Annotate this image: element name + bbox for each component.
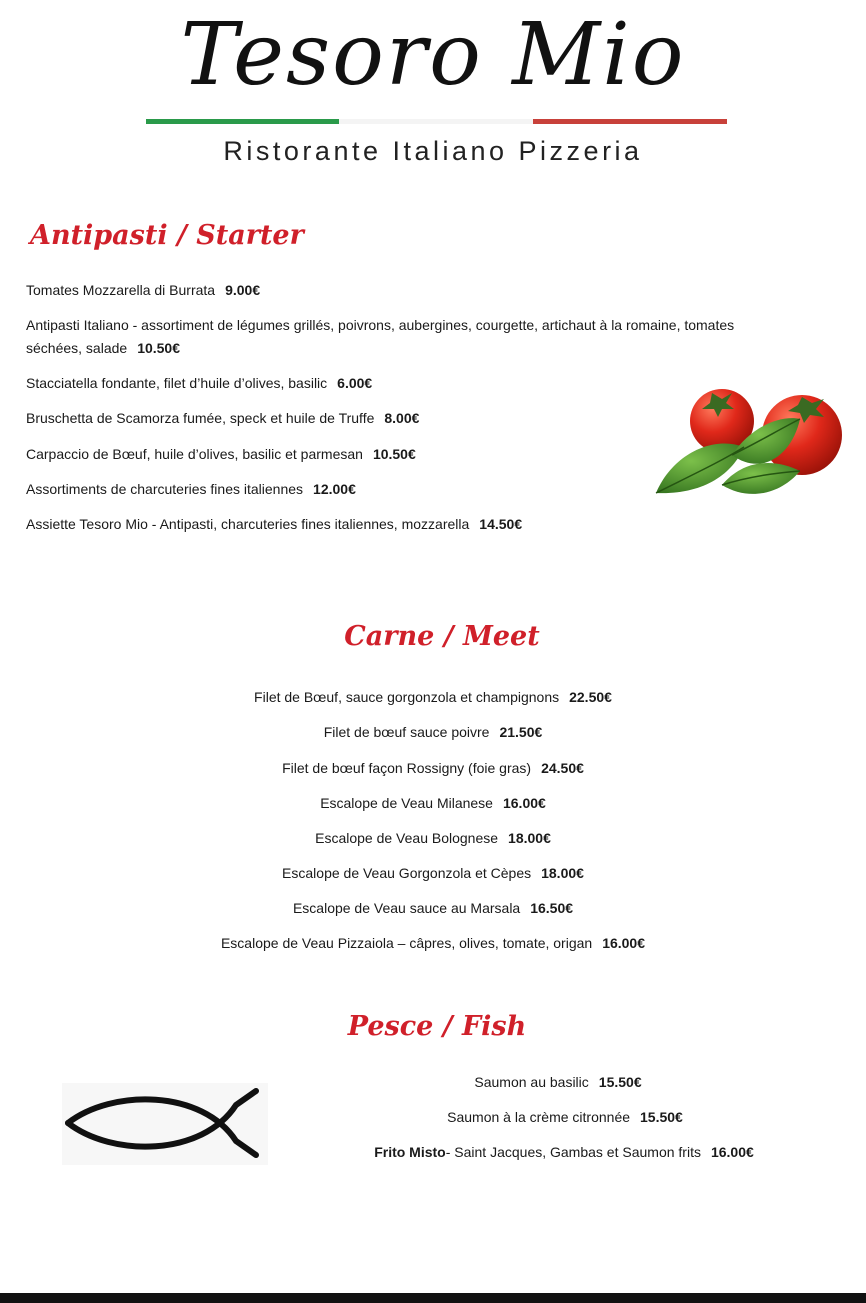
tomato-basil-illustration (652, 385, 848, 505)
menu-item (0, 827, 866, 849)
item-price: 14.50€ (479, 516, 523, 532)
item-price: 9.00€ (225, 282, 261, 298)
menu-item (0, 897, 866, 919)
item-price: 22.50€ (569, 689, 612, 705)
item-name: séchées, salade (26, 340, 128, 356)
section-title-antipasti: Antipasti / Starter (30, 220, 304, 251)
item-name: - Saint Jacques, Gambas et Saumon frits (445, 1144, 701, 1160)
menu-item (0, 757, 866, 779)
item-name: Assiette Tesoro Mio - Antipasti, charcuteries fines italiennes, mozzarella (26, 516, 470, 532)
menu-item (0, 792, 866, 814)
item-name: Escalope de Veau Gorgonzola et Cèpes (282, 865, 532, 881)
menu-item (26, 279, 260, 301)
item-name: Escalope de Veau sauce au Marsala (292, 900, 521, 916)
item-name: Assortiments de charcuteries fines italiennes (26, 481, 304, 497)
item-name: Carpaccio de Bœuf, huile d’olives, basilic et parmesan (26, 446, 363, 462)
flag-stripe-white (339, 119, 533, 124)
menu-item (0, 1141, 866, 1163)
item-name: Escalope de Veau Bolognese (315, 830, 499, 846)
menu-item (0, 862, 866, 884)
item-name: Bruschetta de Scamorza fumée, speck et huile de Truffe (26, 410, 375, 426)
menu-item (0, 1106, 866, 1128)
item-name: Escalope de Veau Milanese (320, 795, 493, 811)
menu-item (26, 407, 419, 429)
item-name: Antipasti Italiano - assortiment de légumes grillés, poivrons, aubergines, courgette, artichaut à la romaine, tomates (26, 317, 735, 333)
item-name: Escalope de Veau Pizzaiola – câpres, olives, tomate, origan (220, 935, 593, 951)
item-price: 12.00€ (313, 481, 356, 497)
section-title-pesce: Pesce / Fish (347, 1011, 527, 1042)
bottom-edge-bar (0, 1293, 866, 1303)
item-price: 18.00€ (541, 865, 584, 881)
item-name: Filet de Bœuf, sauce gorgonzola et champignons (254, 689, 560, 705)
item-price: 21.50€ (499, 724, 543, 740)
restaurant-subtitle: Ristorante Italiano Pizzeria (223, 136, 643, 166)
item-price: 15.50€ (640, 1109, 683, 1125)
item-name: Filet de bœuf sauce poivre (323, 724, 490, 740)
menu-item (0, 932, 866, 954)
item-name: Saumon à la crème citronnée (447, 1109, 631, 1125)
item-name: Stacciatella fondante, filet d’huile d’olives, basilic (26, 375, 328, 391)
menu-item (26, 513, 522, 535)
menu-item-continued (26, 337, 180, 359)
restaurant-logo: Tesoro Mio (180, 5, 686, 105)
item-price: 10.50€ (137, 340, 181, 356)
menu-item (0, 1071, 866, 1093)
menu-item (0, 721, 866, 743)
menu-item (26, 314, 734, 336)
menu-item (0, 686, 866, 708)
item-price: 16.00€ (502, 795, 546, 811)
flag-stripe-green (146, 119, 339, 124)
flag-stripe-red (533, 119, 727, 124)
item-name: Tomates Mozzarella di Burrata (26, 282, 216, 298)
menu-item (26, 478, 356, 500)
menu-item (26, 372, 372, 394)
menu-item (26, 443, 416, 465)
item-price: 10.50€ (372, 446, 416, 462)
section-title-carne: Carne / Meet (344, 621, 540, 652)
item-price: 8.00€ (384, 410, 420, 426)
item-price: 16.00€ (602, 935, 646, 951)
item-name-bold: Frito Misto (374, 1144, 446, 1160)
item-price: 18.00€ (508, 830, 551, 846)
item-price: 15.50€ (598, 1074, 642, 1090)
item-name: Filet de bœuf façon Rossigny (foie gras) (282, 760, 532, 776)
item-price: 16.00€ (710, 1144, 754, 1160)
item-price: 16.50€ (530, 900, 574, 916)
item-name: Saumon au basilic (474, 1074, 589, 1090)
item-price: 24.50€ (541, 760, 584, 776)
item-price: 6.00€ (337, 375, 373, 391)
